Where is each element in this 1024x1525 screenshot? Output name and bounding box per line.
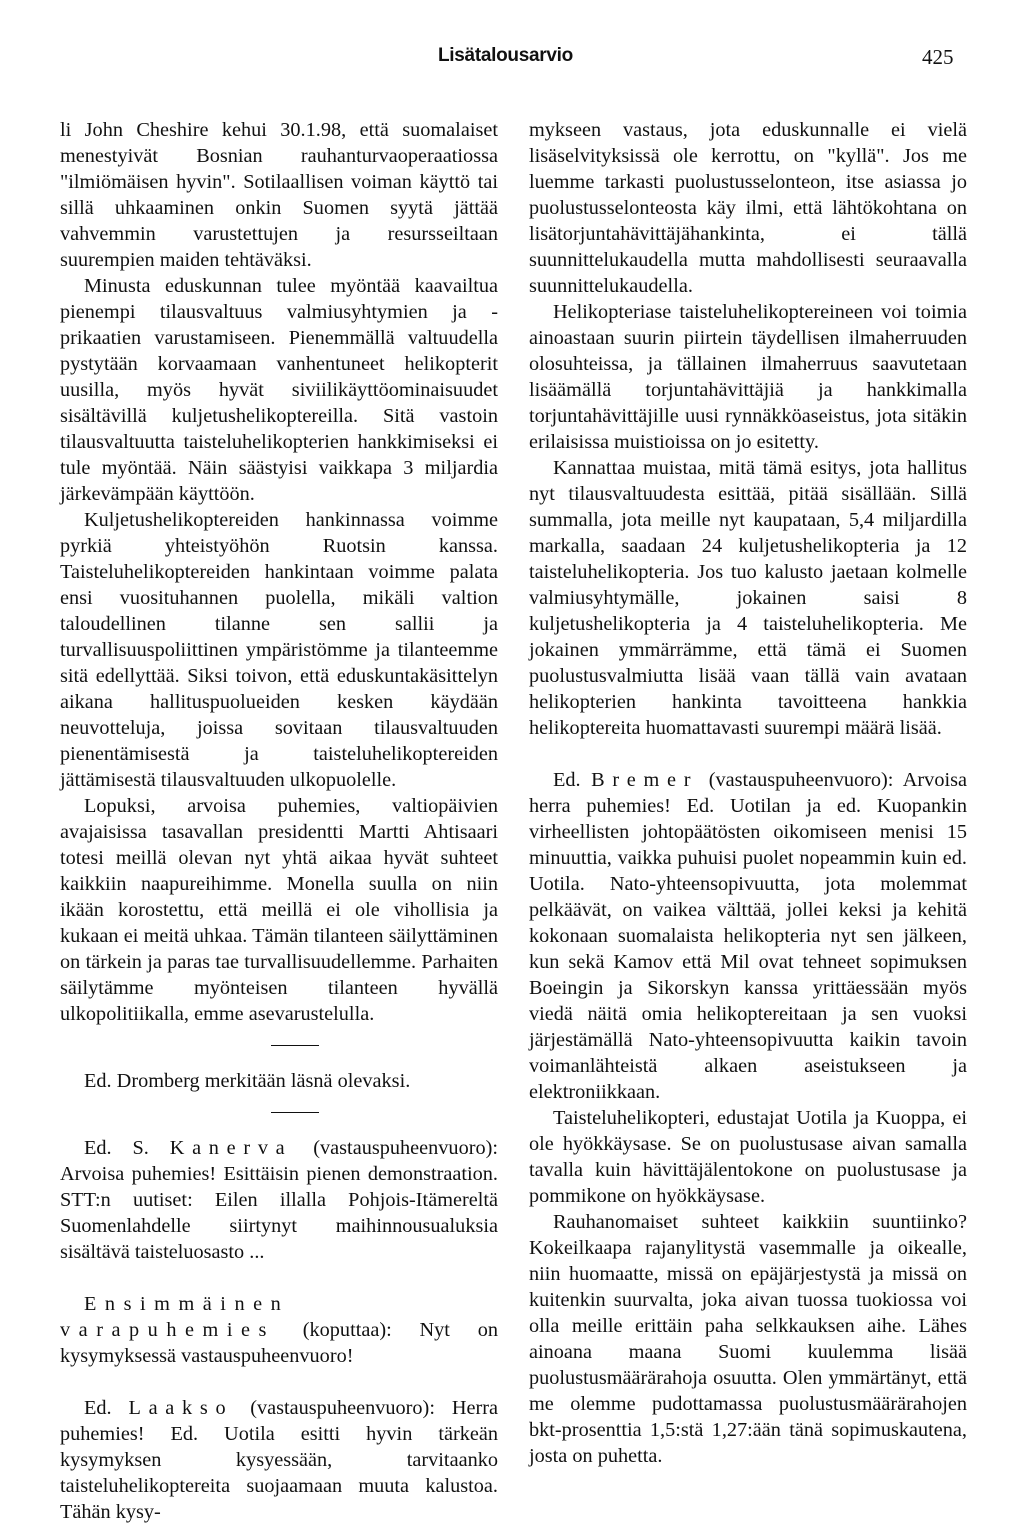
speaker-prefix: Ed. S. xyxy=(84,1137,149,1159)
speaker-prefix: Ed. xyxy=(553,769,581,791)
speech-text: (vastauspuheenvuoro): Herra puhemies! Ed. Uotila esitti hyvin tärkeän kysymyksen kysyessään, tarvitaanko taisteluhelikoptereita suojaamaan muuta kalustoa. Tähän kysy- xyxy=(60,1397,498,1523)
notice-text: Ed. Dromberg merkitään läsnä olevaksi. xyxy=(84,1070,411,1092)
section-divider xyxy=(271,1112,319,1113)
left-column xyxy=(60,117,498,1525)
paragraph: Lopuksi, arvoisa puhemies, valtiopäivien avajaisissa tasavallan presidentti Martti Ahtisaari totesi meillä olevan nyt yhtä aikaa hyvät suhteet kaikkiin naapureihimme. Monella suulla on niin ikään korostettu, että meillä ei ole vihollisia ja kukaan ei meitä uhkaa. Tämän tilanteen säilyttäminen on tärkein ja paras tae turvallisuudellemme. Parhaiten säilytämme myönteisen tilanteen hyvällä ulkopolitiikalla, emme asevarustelulla. xyxy=(60,795,498,1025)
speech-kanerva xyxy=(60,1135,498,1265)
speaker-name: Bremer xyxy=(591,769,699,791)
paragraph: Kannattaa muistaa, mitä tämä esitys, jota hallitus nyt tilausvaltuudesta esittää, pitää sisällään. Sillä summalla, jota meille nyt kaupataan, 5,4 miljardilla markalla, saadaan 24 kuljetushelikopteria ja 12 taisteluhelikopteria. Jos tuo kalusto jaetaan kolmelle valmiusyhtymälle, jokainen saisi 8 kuljetushelikopteria ja 4 taisteluhelikopteria. Me jokainen ymmärrämme, että tämä ei Suomen puolustusvalmiutta lisää vaan tällä vain avataan helikopterien hankinta tavoitteena hankkia helikoptereita huomattavasti suurempi määrä lisää. xyxy=(529,457,967,739)
paragraph: Rauhanomaiset suhteet kaikkiin suuntiinko? Kokeilkaapa rajanylitystä vasemmalle ja oikealle, niin huomaatte, missä on epäjärjestystä ja missä on kuitenkin suurvalta, joka aivan tuossa tuokiossa voi olla meille erittäin paha selkkauksen aihe. Lähes ainoana maana Suomi kuulemma lisää puolustusmäärärahoja osuutta. Olen ymmärtänyt, että me olemme pudottamassa puolustusmäärärahojen bkt-prosenttia 1,5:stä 1,27:ään tänä sopimuskautena, josta on puhetta. xyxy=(529,1211,967,1467)
page-number: 425 xyxy=(922,45,954,69)
right-column xyxy=(529,117,967,1469)
speaker-prefix: Ed. xyxy=(84,1397,112,1419)
section-divider xyxy=(271,1045,319,1046)
speech-vice-speaker xyxy=(60,1291,498,1369)
speech-text: (vastauspuheenvuoro): Arvoisa puhemies! Esittäisin pienen demonstraation. STT:n uutiset: Eilen illalla Pohjois-Itämereltä Suomenlahdelle siirtynyt maihinnousualuksia sisältävä taisteluosasto ... xyxy=(60,1137,498,1263)
speaker-name: Ensimmäinen varapuhemies xyxy=(60,1293,290,1341)
speech-bremer xyxy=(529,767,967,1105)
paragraph: Helikopteriase taisteluhelikoptereineen voi toimia ainoastaan suurin piirtein täydellisen ilmaherruuden olosuhteissa, ja tällainen ilmaherruus saavutetaan lisäämällä torjuntahävittäjiä ja hankkimalla torjuntahävittäjille uusi rynnäkköaseistus, jota sitäkin erilaisissa muistioissa on jo esitetty. xyxy=(529,301,967,453)
speech-text: (vastauspuheenvuoro): Arvoisa herra puhemies! Ed. Uotilan ja ed. Kuopankin virheellisten johtopäätösten oikomiseen menisi 15 minuuttia, vaikka puhuisi puolet nopeammin kuin ed. Uotila. Nato-yhteensopivuutta, jota molemmat pelkäävät, on vaikea välttää, jollei keksi ja kehitä kokonaan suomalaista helikopteria nyt sen jälkeen, kun sekä Kamov että Mil ovat tehneet sopimuksen Boeingin ja Sikorskyn kanssa yrittäessään myös viedä näitä omia helikoptereitaan ja sen vuoksi järjestämällä Nato-yhteensopivuutta kaikin tavoin voimanlähteistä alkaen aseistukseen ja elektroniikkaan. xyxy=(529,769,967,1103)
paragraph: mykseen vastaus, jota eduskunnalle ei vielä lisäselvityksissä ole kerrottu, on "kyllä". Jos me luemme tarkasti puolustusselonteon, itse asiassa jo puolustusselonteosta käy ilmi, että lähtökohtana on lisätorjuntahävittäjähankinta, ei tällä suunnittelukaudella mutta mahdollisesti seuraavalla suunnittelukaudella. xyxy=(529,119,967,297)
paragraph: Taisteluhelikopteri, edustajat Uotila ja Kuoppa, ei ole hyökkäysase. Se on puolustusase aivan samalla tavalla kuin hävittäjälentokone on puolustusase ja pommikone on hyökkäysase. xyxy=(529,1107,967,1207)
paragraph: Kuljetushelikoptereiden hankinnassa voimme pyrkiä yhteistyöhön Ruotsin kanssa. Taisteluhelikoptereiden hankintaan voimme palata ensi vuosituhannen puolella, mikäli valtion taloudellinen tilanne sen sallii ja turvallisuuspoliittinen ympäristömme ja tilanteemme sitä edellyttää. Siksi toivon, että eduskuntakäsittelyn aikana hallituspuolueiden kesken käydään neuvotteluja, joissa sovitaan tilausvaltuuden pienentämisestä ja taisteluhelikoptereiden jättämisestä tilausvaltuuden ulkopuolelle. xyxy=(60,509,498,791)
paragraph: li John Cheshire kehui 30.1.98, että suomalaiset menestyivät Bosnian rauhanturvaoperaatiossa "ilmiömäisen hyvin". Sotilaallisen voiman käyttö tai sillä uhkaaminen onkin Suomen syytä jättää vahvemmin varustettujen ja resursseiltaan suurempien maiden tehtäväksi. xyxy=(60,119,498,271)
speaker-name: Laakso xyxy=(128,1397,234,1419)
running-header-title: Lisätalousarvio xyxy=(438,45,573,66)
speaker-name: Kanerva xyxy=(169,1137,293,1159)
notice-paragraph xyxy=(60,1068,498,1094)
speech-laakso xyxy=(60,1395,498,1525)
paragraph: Minusta eduskunnan tulee myöntää kaavailtua pienempi tilausvaltuus valmiusyhtymien ja -prikaatien varustamiseen. Pienemmällä valtuudella pystytään korvaamaan vanhentuneet helikopterit uusilla, myös hyvät siviilikäyttöominaisuudet sisältävillä kuljetushelikoptereilla. Sitä vastoin tilausvaltuutta taisteluhelikopterien hankkimiseksi ei tule myöntää. Näin säästyisi vaikkapa 3 miljardia järkevämpään käyttöön. xyxy=(60,275,498,505)
speech-text: (koputtaa): Nyt on kysymyksessä vastauspuheenvuoro! xyxy=(60,1319,498,1367)
